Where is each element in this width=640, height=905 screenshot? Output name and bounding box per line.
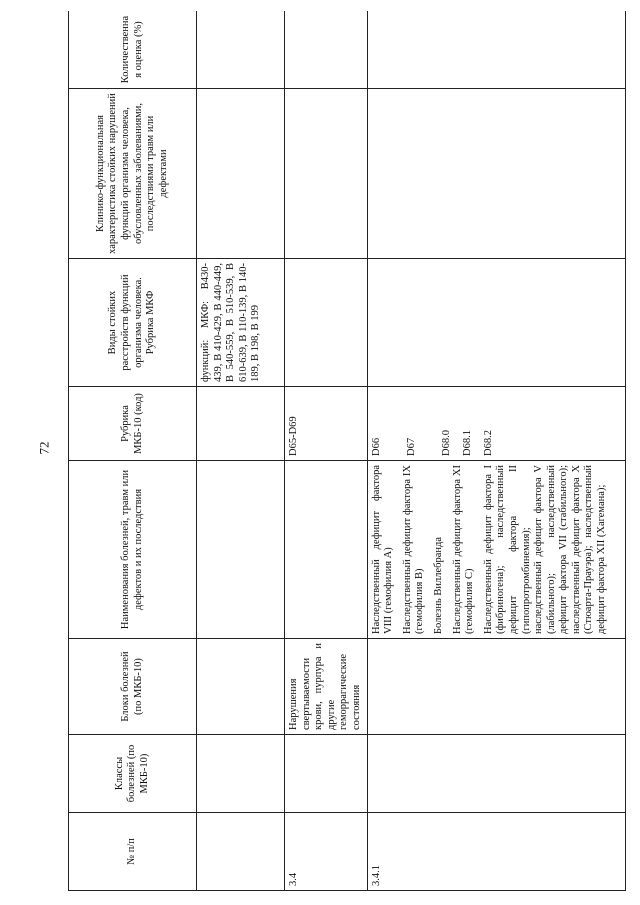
header-rubric: Рубрика МКБ-10 (код): [69, 387, 197, 461]
list-item: Наследственный дефицит фактора XI (гемофилия С): [451, 465, 476, 634]
list-item: D68.2: [482, 430, 494, 456]
list-item: Наследственный дефицит фактора IX (гемофилия В): [401, 465, 426, 634]
table-row: [285, 11, 368, 891]
header-names: Наименования болезней, травм или дефектов и их последствия: [69, 461, 197, 639]
list-item: D66: [370, 437, 382, 456]
list-item: D68.0: [440, 430, 452, 456]
header-blocks: Блоки болезней (по МКБ-10): [69, 639, 197, 735]
list-item: Болезнь Виллебранда: [432, 537, 444, 634]
row-3-4-block: Нарушения свертываемости крови, пурпура и другие геморрагические состояния: [285, 639, 368, 735]
header-classes: Классы болезней (по МКБ-10): [69, 735, 197, 813]
disease-table: [68, 11, 626, 891]
list-item: D68.1: [461, 430, 473, 456]
header-clinical: Клинико-функциональная характеристика стойких нарушений функций организма человека, обусловленных заболеваниями, последствиями травм или дефектами: [69, 89, 197, 259]
row-3-4-1-num: 3.4.1: [367, 813, 625, 891]
header-num: № п/п: [69, 813, 197, 891]
table-row: [197, 11, 285, 891]
list-item: D67: [405, 437, 417, 456]
table-container: [68, 11, 626, 891]
row-3-4-rubric: D65-D69: [285, 387, 368, 461]
continuation-types-cell: функций: МКФ: В430-439, В 410-429, В 440-449, В 540-559, В 510-539, В 610-639, В 110-139, В 140-189, В 198, В 199: [197, 259, 285, 387]
table-row: [367, 11, 625, 891]
row-3-4-1-codes: [367, 387, 625, 461]
page-number: 72: [36, 441, 52, 455]
table-header-row: [69, 11, 197, 891]
row-3-4-num: 3.4: [285, 813, 368, 891]
list-item: Наследственный дефицит фактора VIII (гемофилия А): [370, 465, 395, 634]
header-types: Виды стойких расстройств функций организма человека. Рубрика МКФ: [69, 259, 197, 387]
row-3-4-1-names: [367, 461, 625, 639]
list-item: Наследственный дефицит фактора I (фибриногена); наследственный дефицит фактора II (гипопротромбинемия); наследственный дефицит фактора V (лабильного); наследственный дефицит фактора VII (стабильного); наследственный дефицит фактора X (Стюарта-Прауэра); наследственный дефицит фактора XII (Хагемана);: [482, 465, 608, 634]
header-percent: Количественная оценка (%): [69, 11, 197, 89]
